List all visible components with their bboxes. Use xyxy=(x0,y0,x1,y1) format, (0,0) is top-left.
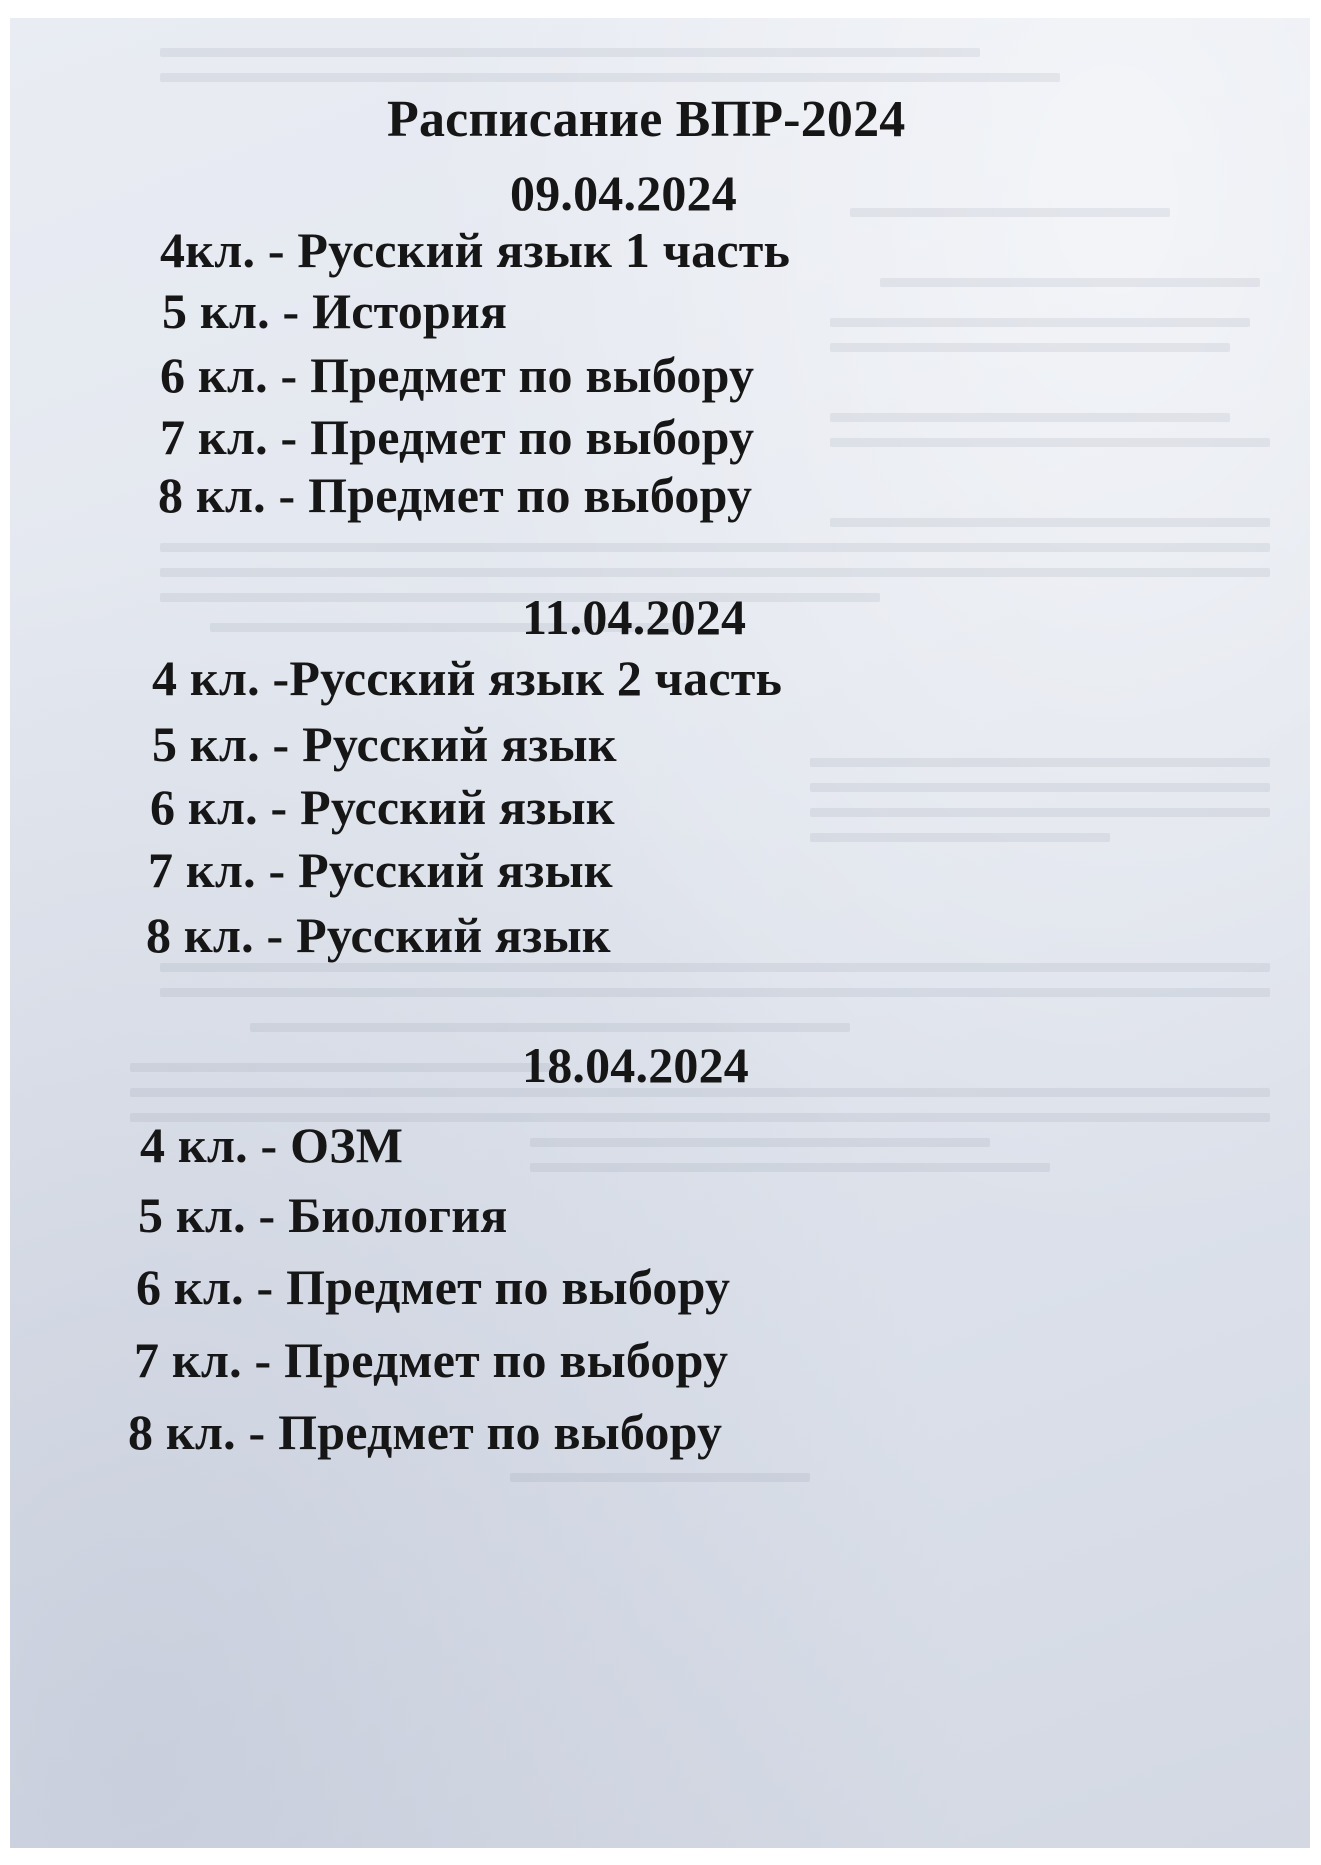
schedule-row: 6 кл. - Предмет по выбору xyxy=(136,1259,731,1315)
schedule-row: 6 кл. - Предмет по выбору xyxy=(160,347,755,403)
schedule-row: 8 кл. - Предмет по выбору xyxy=(158,467,753,523)
section-date: 18.04.2024 xyxy=(522,1037,749,1093)
schedule-row: 5 кл. - История xyxy=(162,283,508,339)
schedule-row: 8 кл. - Предмет по выбору xyxy=(128,1404,723,1460)
schedule-row: 7 кл. - Русский язык xyxy=(148,842,613,898)
section-date: 11.04.2024 xyxy=(522,589,747,645)
schedule-row: 5 кл. - Русский язык xyxy=(152,716,617,772)
schedule-row: 5 кл. - Биология xyxy=(138,1187,508,1243)
page-title: Расписание ВПР-2024 xyxy=(387,91,906,148)
section-date: 09.04.2024 xyxy=(510,165,737,221)
document-photo xyxy=(10,18,1310,1848)
schedule-row: 7 кл. - Предмет по выбору xyxy=(134,1332,729,1388)
schedule-row: 4кл. - Русский язык 1 часть xyxy=(160,222,791,278)
schedule-row: 7 кл. - Предмет по выбору xyxy=(160,409,755,465)
schedule-row: 8 кл. - Русский язык xyxy=(146,907,611,963)
schedule-row: 4 кл. - ОЗМ xyxy=(140,1117,404,1173)
schedule-row: 4 кл. -Русский язык 2 часть xyxy=(152,650,783,706)
schedule-row: 6 кл. - Русский язык xyxy=(150,779,615,835)
